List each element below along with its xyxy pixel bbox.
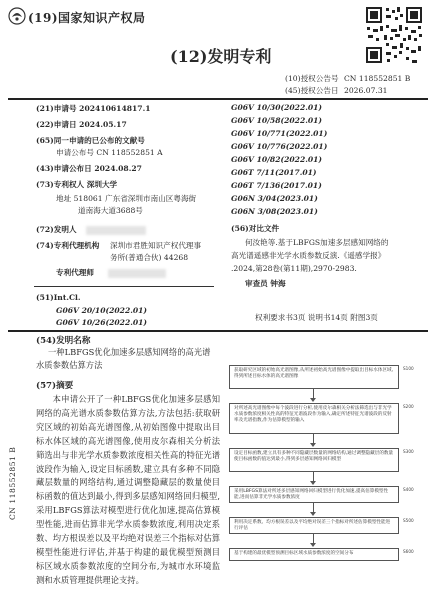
claims-pages-line: 权利要求书3页 说明书14页 附图3页 [255,313,378,322]
cnipa-logo-icon [8,7,26,25]
agent-redacted [108,269,166,278]
classification-item: G06V 10/776(2022.01) [231,142,328,151]
inventor-label: (72)发明人 [36,225,77,234]
invention-title-label: (54)发明名称 [36,336,91,346]
agency-line-2: 务所(普通合伙) 44268 [110,253,189,262]
classification-item: G06V 10/771(2022.01) [231,129,328,138]
agent-label: 专利代理师 [56,268,94,277]
patent-office: (19)国家知识产权局 [28,11,146,25]
address-line-2: 道南海大道3688号 [78,206,143,215]
flowchart-arrow [310,481,316,485]
flowchart-step-label: S100 [403,366,414,371]
grant-publication-date-label: (45)授权公告日 [285,86,339,95]
same-application-label: (65)同一申请的已公布的文献号 [36,136,145,145]
invention-title-line-1: 一种LBFGS优化加速多层感知网络的高光谱 [48,347,211,357]
patentee: (73)专利权人 深圳大学 [36,180,118,189]
cited-document-line: 何汝艳等.基于LBFGS加速多层感知网络的 [245,238,389,247]
flowchart-step-box: 对所述高光谱图像中每个波段进行分析,使用皮尔森相关分析法筛选出与非光学水质参数浓度相关性高的特征光谱波段作为输入,确定所述特征光谱波段的反射率及光谱指数,作为估算模型的输入 [229,403,399,434]
cited-document-line: 高光谱遥感非光学水质参数反演.《遥感学报》 [231,251,386,260]
address-line-1: 地址 518061 广东省深圳市南山区粤海街 [56,194,197,203]
abstract-label: (57)摘要 [36,381,74,391]
flowchart-step-box: 采用LBFGS算法对所述多层感知网络回归模型进行优化加速,提高估算模型性能,进而估算非光学水质参数浓度 [229,486,399,503]
grant-publication-number-label: (10)授权公告号 [285,74,339,83]
flowchart-step-label: S600 [403,549,414,554]
invention-title-line-2: 水质参数估算方法 [36,360,103,370]
flowchart-step-label: S200 [403,404,414,409]
inventor-redacted [86,226,146,235]
qr-code-icon [364,5,424,65]
grant-publication-number: CN 118552851 B [344,74,411,83]
flowchart-arrow [310,543,316,547]
flowchart-step-box: 基于构建的最优模型预测目标区域水质参数浓度的空间分布 [229,548,399,561]
cited-document-line: .2024,第28卷(第11期),2970-2983. [231,264,357,273]
flowchart-arrow [310,443,316,447]
header-divider [8,98,428,100]
document-type: (12)发明专利 [170,47,272,66]
flowchart-arrow [310,398,316,402]
classification-item: G06T 7/11(2017.01) [231,168,317,177]
side-publication-number: CN 118552851 B [8,446,17,520]
agency-label: (74)专利代理机构 [36,241,100,250]
flowchart-step-box: 获取研究区域的初始高光谱图像,从所述初始高光谱图像中提取出目标水体区域,得到所述目标水体的高光谱图像 [229,365,399,389]
abstract-text: 本申请公开了一种LBFGS优化加速多层感知网络的高光谱水质参数估算方法,方法包括:获取研究区域的初始高光谱图像,从初始图像中提取出目标水体区域的高光谱图像,使用皮尔森相关分析法筛选出与非光学水质参数浓度相关性高的特征光谱波段作为输入,设定目标函数,建立具有多种不同隐藏层数量的网络结构,通过调整隐藏层的数量使目标函数的值达到最小,得到多层感知网络回归模型,采用LBFGS算法对模型进行优化加速,提高估算模型性能,进而估算非光学水质参数浓度,利用决定系数、均方根误差以及平均绝对误差三个指标对估算模型性能进行评估,并基于构建的最优模型预测目标区域水质参数浓度的空间分布,为城市水环境监测和水质管理提供理论支持。 [36,394,220,585]
classification-item: G06V 10/58(2022.01) [231,116,323,125]
grant-publication-date: 2026.07.31 [344,86,388,95]
intcl-item: G06V 10/26(2022.01) [56,318,148,327]
classification-item: G06V 10/82(2022.01) [231,155,323,164]
application-date: (22)申请日 2024.05.17 [36,120,127,129]
intcl-item: G06V 20/10(2022.01) [56,306,148,315]
intcl-label: (51)Int.Cl. [36,293,81,302]
classification-item: G06N 3/04(2023.01) [231,194,318,203]
flowchart-step-label: S300 [403,449,414,454]
classification-item: G06T 7/136(2017.01) [231,181,322,190]
classification-item: G06N 3/08(2023.01) [231,207,318,216]
flowchart-step-label: S500 [403,518,414,523]
application-publication-number: 申请公布号 CN 118552851 A [56,148,163,157]
classification-item: G06V 10/30(2022.01) [231,103,323,112]
agency-line-1: 深圳市君胜知识产权代理事 [110,241,202,250]
application-number: (21)申请号 202410614817.1 [36,104,151,113]
abstract-divider [8,330,428,332]
flowchart-step-box: 利用决定系数、均方根误差以及平均绝对误差三个指标对所述估算模型性能进行评估 [229,517,399,534]
flowchart-arrow [310,512,316,516]
application-publication-date: (43)申请公布日 2024.08.27 [36,164,142,173]
examiner: 审查员 钟海 [245,279,286,288]
cited-documents-label: (56)对比文件 [231,224,280,233]
flowchart-step-label: S400 [403,487,414,492]
intcl-top-rule [34,286,214,287]
flowchart-step-box: 设定目标函数,建立具有多种不同隐藏层数量的网络结构,通过调整隐藏层的数量使目标函数的值达到最小,得到多层感知网络回归模型 [229,448,399,472]
